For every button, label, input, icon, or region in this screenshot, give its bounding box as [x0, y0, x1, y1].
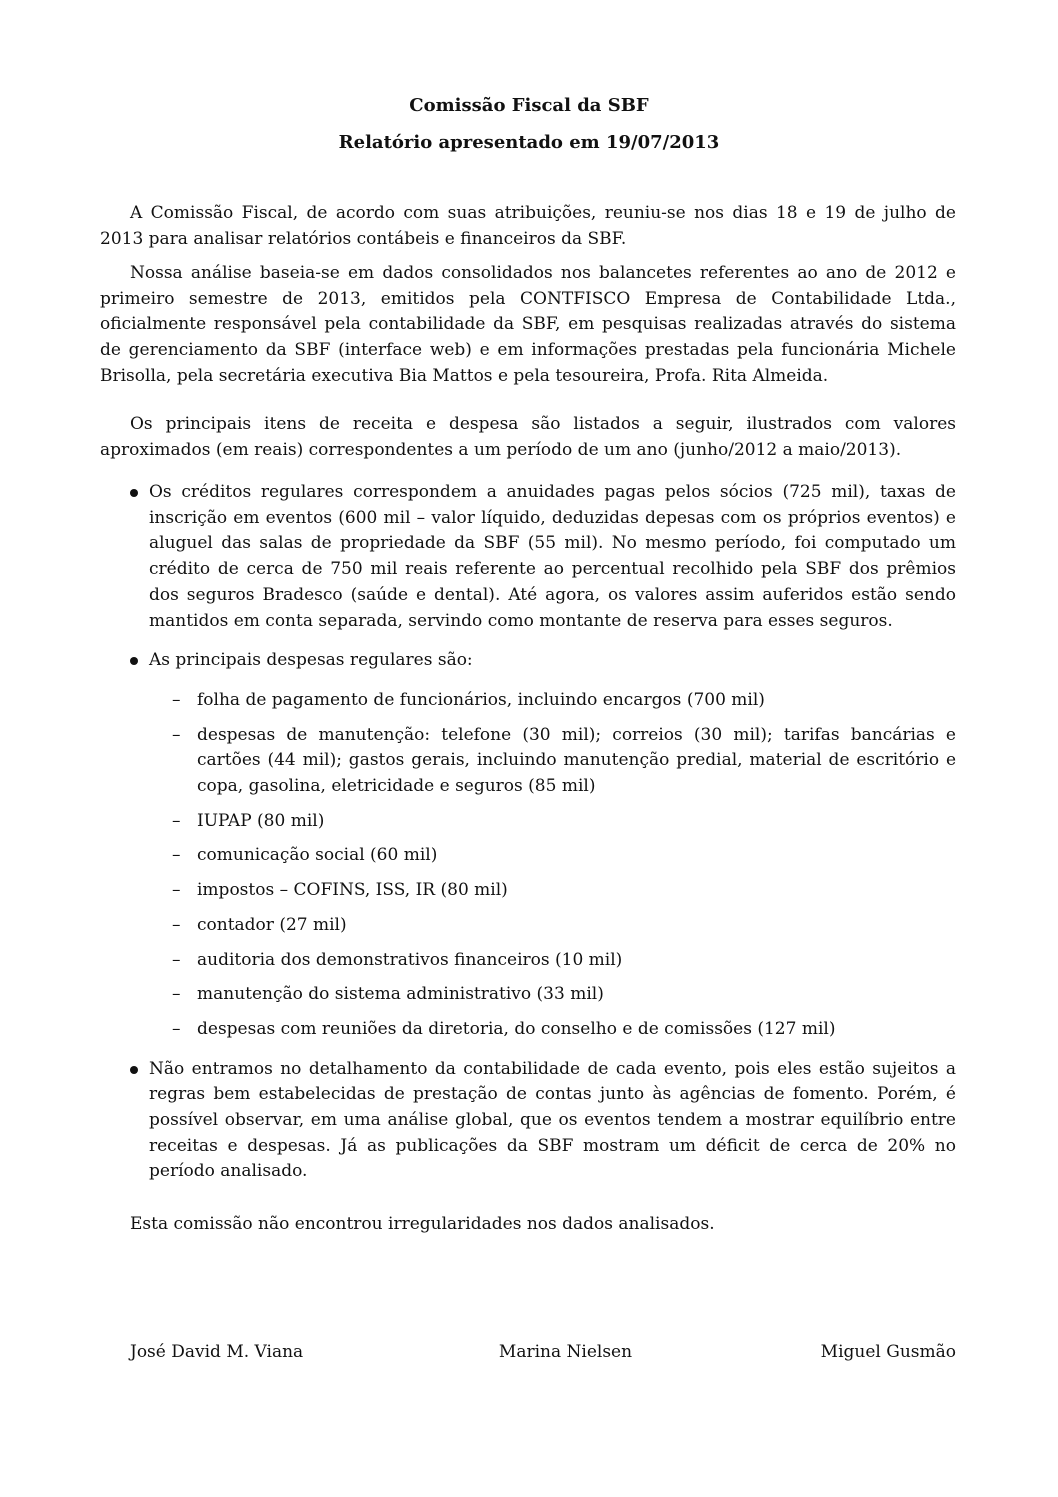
expense-text: comunicação social (60 mil) — [197, 845, 438, 866]
expense-item — [149, 913, 956, 939]
bullet-item-credits — [100, 480, 956, 634]
expense-item — [149, 843, 956, 869]
expense-item — [149, 688, 956, 714]
signature-nielsen: Marina Nielsen — [498, 1342, 633, 1362]
dash-icon: – — [172, 949, 181, 970]
signature-viana: José David M. Viana — [130, 1342, 304, 1362]
expense-text: auditoria dos demonstrativos financeiros (10 mil) — [197, 949, 623, 970]
document-subtitle: Relatório apresentado em 19/07/2013 — [338, 132, 720, 153]
expense-text: manutenção do sistema administrativo (33 mil) — [197, 984, 604, 1005]
signature-gusmao: Miguel Gusmão — [820, 1342, 956, 1362]
dash-icon: – — [172, 880, 181, 901]
expense-item — [149, 878, 956, 904]
expense-text: contador (27 mil) — [197, 914, 347, 935]
expense-text: impostos – COFINS, ISS, IR (80 mil) — [197, 880, 508, 901]
bullet-item-events — [100, 1057, 956, 1186]
bullet-item-expenses — [100, 648, 956, 1042]
dash-icon: – — [172, 724, 181, 745]
closing-statement: Esta comissão não encontrou irregularidades nos dados analisados. — [130, 1214, 715, 1234]
expense-item — [149, 1017, 956, 1043]
dash-icon: – — [172, 1018, 181, 1039]
dash-icon: – — [172, 914, 181, 935]
expense-text: despesas com reuniões da diretoria, do conselho e de comissões (127 mil) — [197, 1018, 836, 1039]
paragraph-sources: Nossa análise baseia-se em dados consolidados nos balancetes referentes ao ano de 2012 e primeiro semestre de 2013, emitidos pela CONTFISCO Empresa de Contabilidade Ltda., oficialmente responsável pela contabilidade da SBF, em pesquisas realizadas através do sistema de gerenciamento da SBF (interface web) e em informações prestadas pela funcionária Michele Brisolla, pela secretária executiva Bia Mattos e pela tesoureira, Profa. Rita Almeida. — [100, 263, 956, 386]
bullet-icon — [130, 657, 138, 665]
paragraph-intro: A Comissão Fiscal, de acordo com suas atribuições, reuniu-se nos dias 18 e 19 de julho de 2013 para analisar relatórios contábeis e financeiros da SBF. — [100, 203, 956, 249]
dash-icon: – — [172, 984, 181, 1005]
bullet-icon — [130, 489, 138, 497]
dash-icon: – — [172, 810, 181, 831]
bullet-list — [100, 480, 956, 1199]
bullet-text: Não entramos no detalhamento da contabilidade de cada evento, pois eles estão sujeitos a regras bem estabelecidas de prestação de contas junto às agências de fomento. Porém, é possível observar, em uma análise global, que os eventos tendem a mostrar equilíbrio entre receitas e despesas. Já as publicações da SBF mostram um déficit de cerca de 20% no período analisado. — [149, 1058, 956, 1182]
expense-item — [149, 809, 956, 835]
expense-text: folha de pagamento de funcionários, incluindo encargos (700 mil) — [197, 689, 765, 710]
expense-item — [149, 948, 956, 974]
paragraph-items: Os principais itens de receita e despesa são listados a seguir, ilustrados com valores aproximados (em reais) correspondentes a um período de um ano (junho/2012 a maio/2013). — [100, 414, 956, 460]
expense-text: IUPAP (80 mil) — [197, 810, 325, 831]
document-title: Comissão Fiscal da SBF — [409, 95, 649, 116]
dash-icon: – — [172, 689, 181, 710]
expense-text: despesas de manutenção: telefone (30 mil); correios (30 mil); tarifas bancárias e cartões (44 mil); gastos gerais, incluindo manutenção predial, material de escritório e copa, gasolina, eletricidade e seguros (85 mil) — [197, 724, 956, 797]
expenses-sublist — [149, 688, 956, 1043]
bullet-text: Os créditos regulares correspondem a anuidades pagas pelos sócios (725 mil), taxas de inscrição em eventos (600 mil – valor líquido, deduzidas depesas com os próprios eventos) e aluguel das salas de propriedade da SBF (55 mil). No mesmo período, foi computado um crédito de cerca de 750 mil reais referente ao percentual recolhido pela SBF dos prêmios dos seguros Bradesco (saúde e dental). Até agora, os valores assim auferidos estão sendo mantidos em conta separada, servindo como montante de reserva para esses seguros. — [149, 482, 956, 631]
bullet-icon — [130, 1066, 138, 1074]
bullet-text: As principais despesas regulares são: — [149, 650, 473, 671]
expense-item — [149, 723, 956, 800]
expense-item — [149, 982, 956, 1008]
dash-icon: – — [172, 845, 181, 866]
